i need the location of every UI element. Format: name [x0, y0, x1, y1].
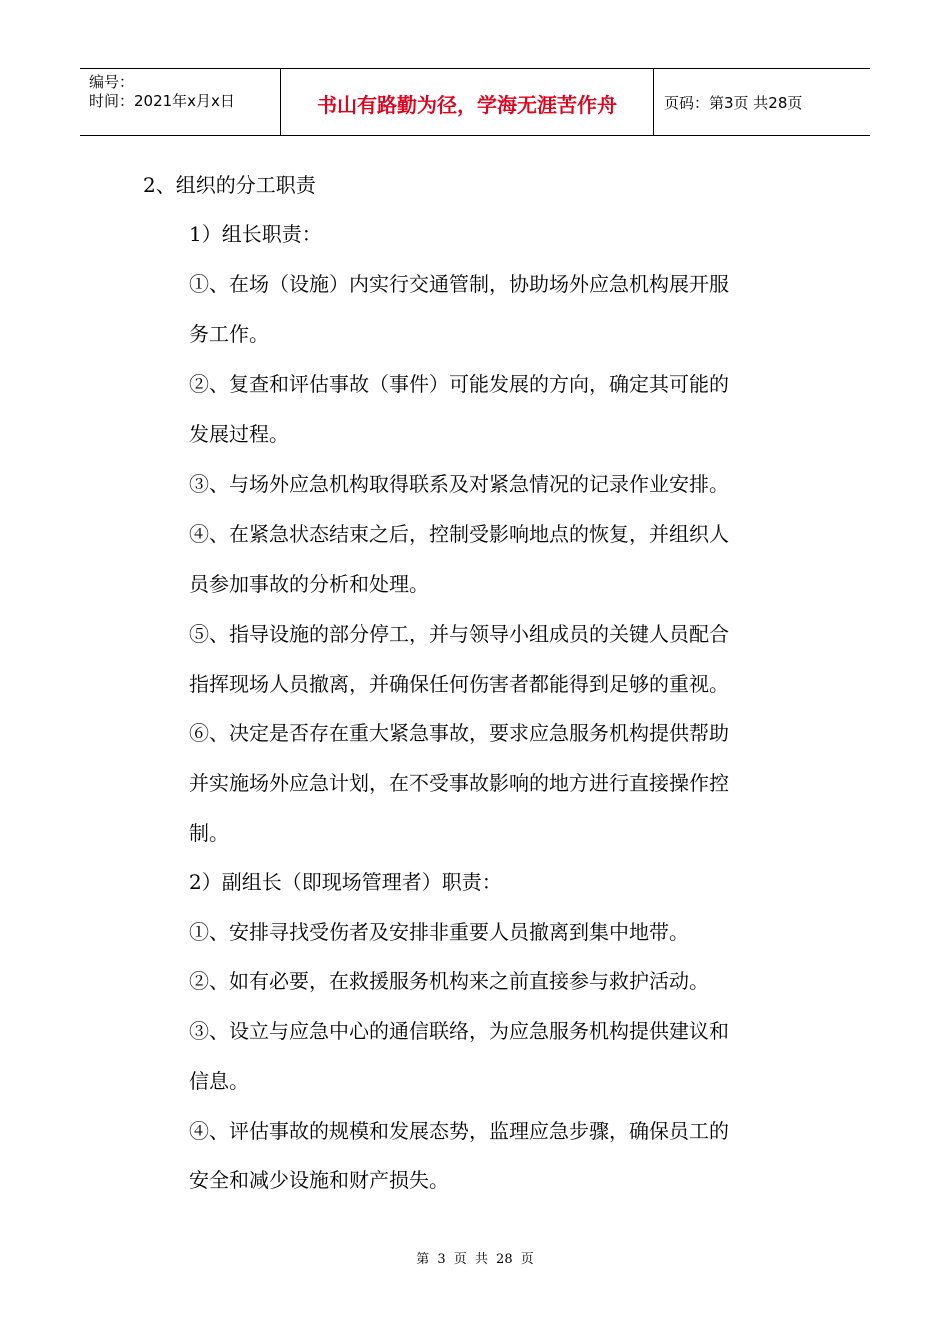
body-line: ⑥、决定是否存在重大紧急事故，要求应急服务机构提供帮助 — [189, 721, 729, 745]
body-line: 务工作。 — [189, 322, 269, 346]
body-line: ②、如有必要，在救援服务机构来之前直接参与救护活动。 — [189, 969, 709, 993]
body-line: 指挥现场人员撤离，并确保任何伤害者都能得到足够的重视。 — [189, 672, 729, 696]
header-motto: 书山有路勤为径，学海无涯苦作舟 — [281, 69, 654, 135]
body-line: 安全和减少设施和财产损失。 — [189, 1168, 449, 1192]
body-line: 制。 — [189, 821, 229, 845]
body-line: ①、在场（设施）内实行交通管制，协助场外应急机构展开服 — [189, 272, 729, 296]
body-line: ④、评估事故的规模和发展态势，监理应急步骤，确保员工的 — [189, 1119, 729, 1143]
document-header — [80, 68, 870, 136]
body-line: 发展过程。 — [189, 422, 289, 446]
body-line: 并实施场外应急计划，在不受事故影响的地方进行直接操作控 — [189, 771, 729, 795]
document-time-label: 时间：2021年x月x日 — [89, 92, 235, 110]
page-footer: 第 3 页 共 28 页 — [416, 1252, 534, 1267]
subsection-heading: 2）副组长（即现场管理者）职责： — [189, 870, 502, 894]
body-line: ①、安排寻找受伤者及安排非重要人员撤离到集中地带。 — [189, 920, 689, 944]
body-line: ④、在紧急状态结束之后，控制受影响地点的恢复，并组织人 — [189, 522, 729, 546]
subsection-heading: 1）组长职责： — [189, 222, 322, 246]
section-heading: 2、组织的分工职责 — [143, 173, 316, 197]
body-line: 员参加事故的分析和处理。 — [189, 572, 429, 596]
body-line: ③、设立与应急中心的通信联络，为应急服务机构提供建议和 — [189, 1019, 729, 1043]
body-line: ②、复查和评估事故（事件）可能发展的方向，确定其可能的 — [189, 372, 729, 396]
header-page-number: 页码：第3页 共28页 — [664, 93, 803, 112]
body-line: 信息。 — [189, 1069, 249, 1093]
body-line: ⑤、指导设施的部分停工，并与领导小组成员的关键人员配合 — [189, 622, 729, 646]
body-line: ③、与场外应急机构取得联系及对紧急情况的记录作业安排。 — [189, 472, 729, 496]
document-number-label: 编号： — [89, 73, 135, 91]
header-meta-cell — [80, 69, 281, 135]
